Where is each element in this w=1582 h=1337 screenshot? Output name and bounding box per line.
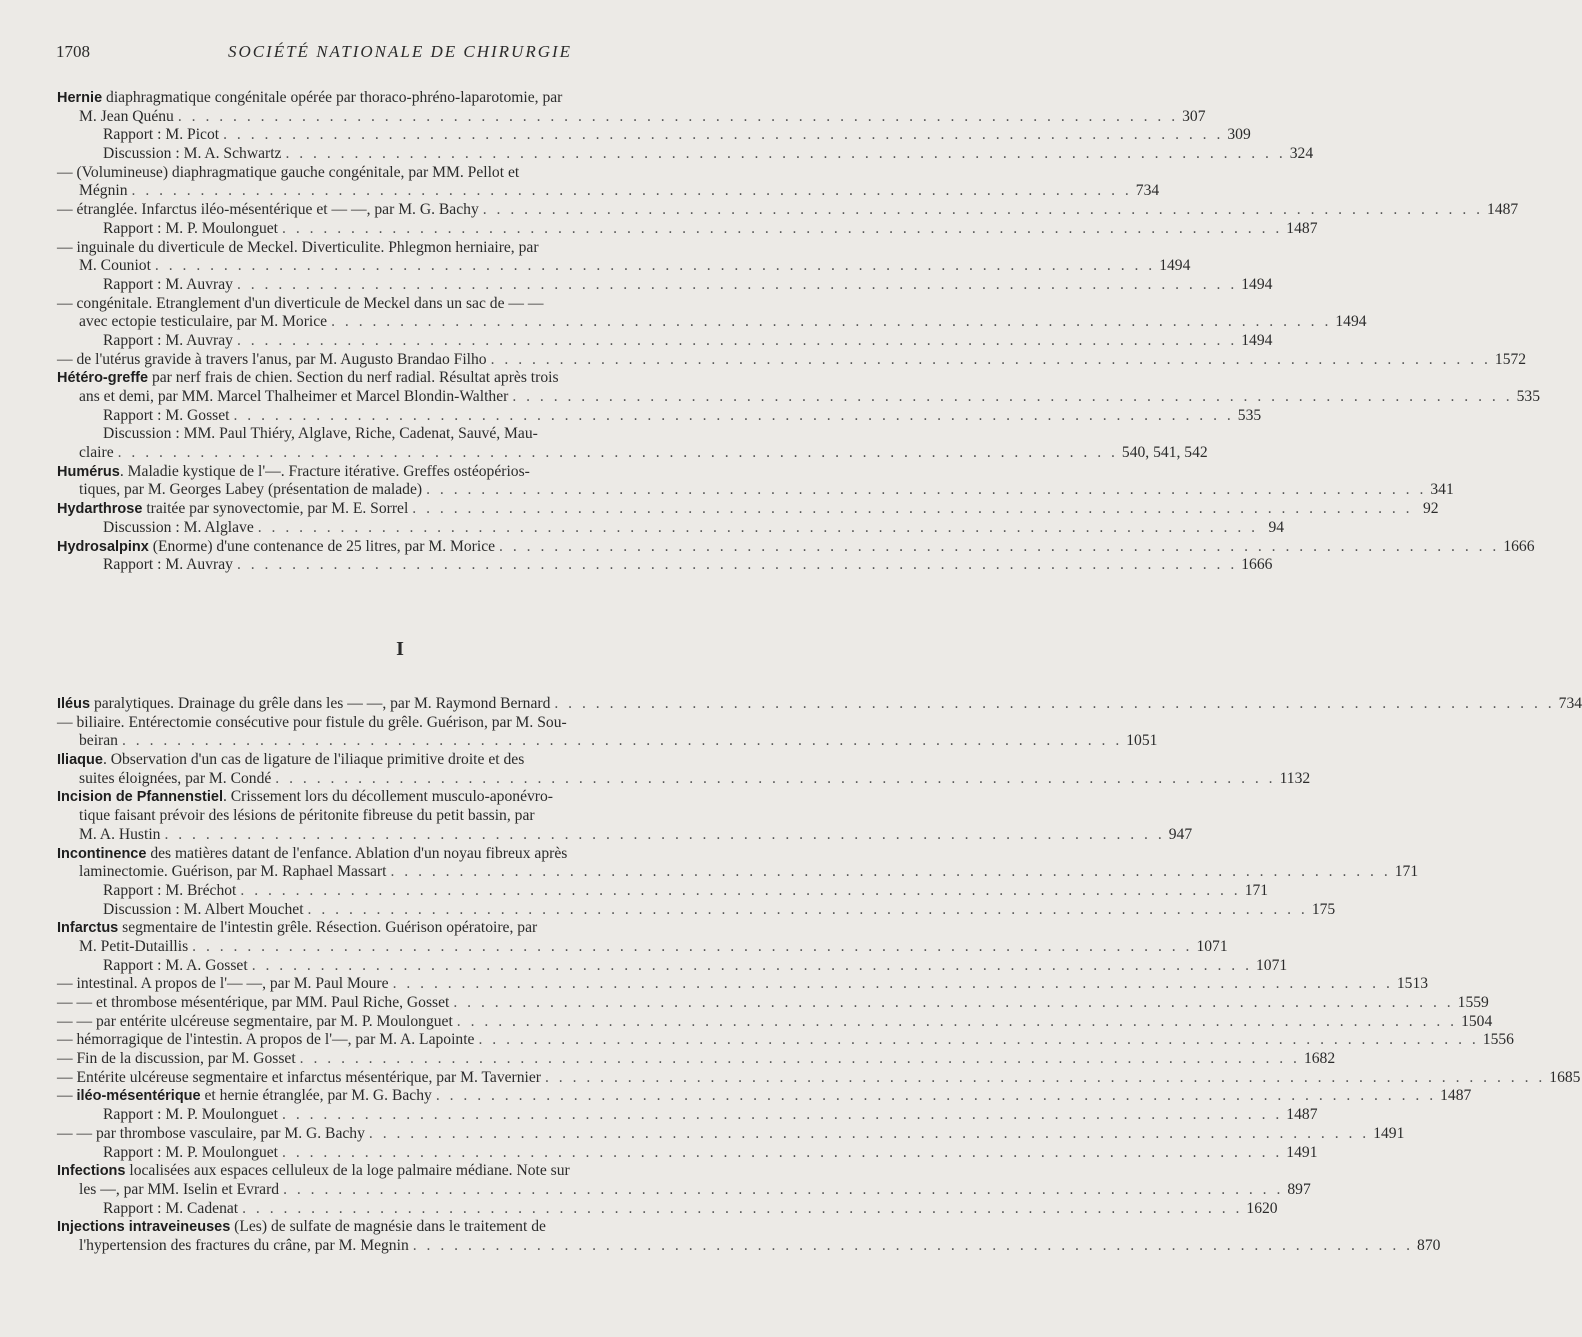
page-reference: 1685	[1549, 1068, 1581, 1086]
page-reference: 309	[1227, 126, 1251, 144]
index-line	[57, 695, 1582, 714]
page-reference: 1491	[1373, 1124, 1405, 1142]
index-line	[57, 275, 1273, 295]
index-section-i	[57, 695, 1582, 1256]
index-entry-text	[57, 1013, 453, 1032]
entry-text: par nerf frais de chien. Section du nerf radial. Résultat après trois	[148, 369, 559, 387]
leader-dots: . . . . . . . . . . . . . . . . . . . . . . . . . . . . . . . . . . . . . . . . . . . . . . . . . . . . . . . . . . . . . . . . . . . . . . . . .	[490, 350, 1491, 368]
index-entry-text	[79, 481, 422, 500]
index-line	[57, 881, 1269, 901]
index-line	[57, 388, 1540, 407]
page-reference: 897	[1287, 1180, 1311, 1198]
entry-text: — congénitale. Etranglement d'un diverticule de Meckel dans un sac de — —	[57, 294, 544, 312]
index-entry-text	[57, 164, 519, 183]
entry-text: Rapport : M. Auvray	[103, 275, 233, 293]
index-entry-text	[79, 388, 508, 407]
index-entry-text	[79, 257, 151, 276]
index-line	[57, 518, 1285, 538]
leader-dots: . . . . . . . . . . . . . . . . . . . . . . . . . . . . . . . . . . . . . . . . . . . . . . . . . . . . . . . . . . . . . . . . . . . . . . . . .	[283, 1180, 1284, 1198]
index-line	[57, 714, 706, 733]
page-reference: 1132	[1279, 769, 1311, 787]
page-reference: 1494	[1241, 331, 1273, 349]
page-reference: 1620	[1246, 1199, 1278, 1217]
index-line	[57, 350, 1527, 370]
entry-text: avec ectopie testiculaire, par M. Morice	[79, 313, 328, 331]
index-line	[57, 182, 1160, 201]
index-entry-text	[57, 89, 562, 108]
index-line	[57, 313, 1367, 332]
index-entry-text	[79, 826, 160, 845]
index-line	[57, 537, 1535, 557]
index-keyword: iléo-mésentérique	[76, 1088, 201, 1105]
page-reference: 870	[1417, 1236, 1441, 1254]
page-reference: 1487	[1286, 1106, 1318, 1124]
index-keyword: Iliaque	[57, 752, 103, 769]
index-entry-text	[103, 957, 248, 976]
entry-text: des matières datant de l'enfance. Ablation d'un noyau fibreux après	[146, 844, 568, 862]
entry-text: tique faisant prévoir des lésions de péritonite fibreuse du petit bassin, par	[79, 807, 535, 825]
leader-dots: . . . . . . . . . . . . . . . . . . . . . . . . . . . . . . . . . . . . . . . . . . . . . . . . . . . . . . . . . . . . . . . . . . . . . . . . .	[236, 331, 1238, 349]
index-line	[57, 751, 706, 770]
index-entry-text	[57, 919, 537, 938]
index-entry-text	[103, 276, 233, 295]
entry-text: suites éloignées, par M. Condé	[79, 769, 272, 787]
entry-text: et hernie étranglée, par M. G. Bachy	[200, 1087, 432, 1105]
leader-dots: . . . . . . . . . . . . . . . . . . . . . . . . . . . . . . . . . . . . . . . . . . . . . . . . . . . . . . . . . . . . . . . . . . . . . . . . .	[390, 863, 1391, 881]
entry-text: claire	[79, 444, 114, 462]
index-line	[57, 1143, 1318, 1163]
page-number: 1708	[56, 42, 90, 61]
index-line	[57, 937, 1228, 957]
index-entry-text	[57, 695, 550, 714]
index-entry-text	[57, 369, 559, 388]
index-line	[57, 1050, 1336, 1069]
entry-text: tiques, par M. Georges Labey (présentation de malade)	[79, 481, 423, 499]
entry-text: M. A. Hustin	[79, 825, 161, 843]
page-reference: 1071	[1255, 956, 1288, 974]
index-entry-text	[57, 538, 495, 557]
index-line	[57, 1124, 1405, 1144]
leader-dots: . . . . . . . . . . . . . . . . . . . . . . . . . . . . . . . . . . . . . . . . . . . . . . . . . . . . . . . . . . . . . . . . . . . . . . . . .	[154, 257, 1156, 275]
entry-text: — étranglée. Infarctus iléo-mésentérique et — —, par M. G. Bachy	[57, 201, 479, 219]
entry-text: . Maladie kystique de l'—. Fracture itérative. Greffes ostéopérios-	[119, 462, 530, 480]
index-entry-text	[103, 145, 281, 164]
index-line	[57, 825, 1193, 845]
leader-dots: . . . . . . . . . . . . . . . . . . . . . . . . . . . . . . . . . . . . . . . . . . . . . . . . . . . . . . . . . . . . . . . . . . . . . . . . .	[233, 406, 1234, 424]
entry-text: M. Couniot	[79, 257, 151, 275]
leader-dots: . . . . . . . . . . . . . . . . . . . . . . . . . . . . . . . . . . . . . . . . . . . . . . . . . . . . . . . . . . . . . . . . . . . . . . . . .	[223, 126, 1224, 144]
index-line	[57, 994, 1489, 1013]
entry-text: — inguinale du diverticule de Meckel. Diverticulite. Phlegmon herniaire, par	[57, 238, 539, 256]
page-reference: 1494	[1159, 257, 1191, 275]
index-keyword: Hétéro-greffe	[57, 370, 149, 387]
entry-text: paralytiques. Drainage du grêle dans les — —, par M. Raymond Bernard	[90, 695, 551, 712]
page-reference: 1494	[1335, 313, 1367, 331]
page-reference: 1666	[1503, 537, 1535, 555]
entry-text: . Observation d'un cas de ligature de l'iliaque primitive droite et des	[102, 751, 525, 769]
page-reference: 1513	[1396, 975, 1429, 993]
index-keyword: Incision de Pfannenstiel	[57, 789, 223, 806]
leader-dots: . . . . . . . . . . . . . . . . . . . . . . . . . . . . . . . . . . . . . . . . . . . . . . . . . . . . . . . . . . . . . . . . . . . . . . . . .	[177, 107, 1179, 125]
index-line	[57, 975, 1429, 994]
entry-text: M. Petit-Dutaillis	[79, 937, 189, 955]
index-line	[57, 1068, 1581, 1088]
index-line	[57, 219, 1318, 239]
page-reference: 1559	[1457, 994, 1489, 1011]
entry-text: Discussion : M. Alglave	[103, 518, 254, 536]
index-line	[57, 788, 706, 807]
index-line	[57, 1180, 1311, 1200]
index-line	[57, 500, 1439, 519]
index-line	[57, 481, 1454, 500]
index-keyword: Infarctus	[57, 920, 119, 937]
index-line	[57, 406, 1262, 426]
entry-text: — Fin de la discussion, par M. Gosset	[57, 1050, 296, 1068]
index-entry-text	[57, 1125, 365, 1144]
index-line	[57, 425, 706, 444]
page-reference: 171	[1244, 881, 1269, 899]
index-entry-text	[79, 770, 271, 789]
leader-dots: . . . . . . . . . . . . . . . . . . . . . . . . . . . . . . . . . . . . . . . . . . . . . . . . . . . . . . . . . . . . . . . . . . . . . . . . .	[544, 1068, 1546, 1086]
page-reference: 1504	[1461, 1012, 1493, 1030]
entry-text: (Les) de sulfate de magnésie dans le traitement de	[230, 1218, 546, 1236]
index-keyword: Humérus	[57, 463, 120, 480]
section-letter: I	[396, 638, 404, 660]
index-line	[57, 295, 706, 314]
entry-text: Rapport : M. Auvray	[103, 331, 233, 349]
index-line	[57, 463, 706, 482]
leader-dots: . . . . . . . . . . . . . . . . . . . . . . . . . . . . . . . . . . . . . . . . . . . . . . . . . . . . . . . . . . . . . . . . . . . . . . . . .	[482, 201, 1484, 219]
index-entry-text	[57, 500, 408, 519]
index-entry-text	[79, 444, 114, 463]
entry-text: l'hypertension des fractures du crâne, par M. Megnin	[79, 1236, 409, 1254]
entry-text: Rapport : M. P. Moulonguet	[103, 1143, 279, 1161]
page-reference: 1071	[1196, 937, 1228, 955]
leader-dots: . . . . . . . . . . . . . . . . . . . . . . . . . . . . . . . . . . . . . . . . . . . . . . . . . . . . . . . . . . . . . . . . . . . . . . . . .	[121, 732, 1123, 750]
index-entry-text	[79, 807, 535, 826]
page-reference: 171	[1394, 863, 1419, 881]
page-reference: 341	[1430, 481, 1454, 499]
entry-text: — — par thrombose vasculaire, par M. G. Bachy	[57, 1124, 365, 1142]
page-reference: 307	[1182, 107, 1206, 125]
index-entry-text	[79, 182, 128, 201]
index-line	[57, 1012, 1493, 1032]
page-reference: 1491	[1286, 1143, 1318, 1161]
entry-text: — — par entérite ulcéreuse segmentaire, par M. P. Moulonguet	[57, 1012, 453, 1030]
index-entry-text	[103, 882, 236, 901]
index-entry-text	[103, 1200, 238, 1219]
page-reference: 175	[1311, 900, 1336, 918]
index-line	[57, 1162, 706, 1181]
leader-dots: . . . . . . . . . . . . . . . . . . . . . . . . . . . . . . . . . . . . . . . . . . . . . . . . . . . . . . . . . . . . . . . . . . . . . . . . .	[251, 956, 1252, 974]
index-entry-text	[57, 1218, 546, 1237]
index-entry-text	[57, 295, 544, 314]
index-entry-text	[79, 732, 118, 751]
index-entry-text	[79, 938, 188, 957]
index-keyword: Incontinence	[57, 845, 147, 862]
entry-text: . Crissement lors du décollement musculo-aponévro-	[222, 788, 553, 806]
leader-dots: . . . . . . . . . . . . . . . . . . . . . . . . . . . . . . . . . . . . . . . . . . . . . . . . . . . . . . . . . . . . . . . . . . . . . . . . .	[131, 182, 1132, 200]
page-reference: 1572	[1494, 350, 1527, 368]
entry-text: (Enorme) d'une contenance de 25 litres, par M. Morice	[148, 537, 496, 555]
index-entry-text	[57, 1162, 570, 1181]
leader-dots: . . . . . . . . . . . . . . . . . . . . . . . . . . . . . . . . . . . . . . . . . . . . . . . . . . . . . . . . . . . . . . . . . . . . . . . . .	[453, 994, 1454, 1011]
entry-text: Rapport : M. P. Moulonguet	[103, 219, 279, 237]
entry-text: — (Volumineuse) diaphragmatique gauche congénitale, par MM. Pellot et	[57, 163, 520, 181]
index-entry-text	[57, 751, 524, 770]
index-entry-text	[79, 1181, 279, 1200]
entry-text: Discussion : M. A. Schwartz	[103, 145, 282, 163]
index-line	[57, 107, 1206, 127]
index-line	[57, 369, 706, 388]
page-reference: 947	[1168, 825, 1193, 843]
index-entry-text	[103, 1144, 278, 1163]
entry-text: traitée par synovectomie, par M. E. Sorrel	[142, 500, 409, 518]
entry-text: Discussion : M. Albert Mouchet	[103, 900, 304, 918]
entry-text: — Entérite ulcéreuse segmentaire et infarctus mésentérique, par M. Tavernier	[57, 1068, 541, 1086]
page-reference: 540, 541, 542	[1121, 444, 1208, 462]
page-reference: 94	[1268, 518, 1285, 536]
index-keyword: Infections	[57, 1163, 126, 1180]
index-line	[57, 1218, 706, 1237]
index-entry-text	[57, 351, 487, 370]
entry-text: localisées aux espaces celluleux de la loge palmaire médiane. Note sur	[125, 1162, 570, 1180]
page-reference: 1682	[1303, 1050, 1336, 1068]
index-entry-text	[57, 239, 539, 258]
leader-dots: . . . . . . . . . . . . . . . . . . . . . . . . . . . . . . . . . . . . . . . . . . . . . . . . . . . . . . . . . . . . . . . . . . . . . . . . .	[426, 481, 1427, 499]
page-reference: 1666	[1241, 556, 1273, 574]
index-line	[57, 900, 1336, 920]
index-line	[57, 769, 1311, 789]
entry-text: beiran	[79, 732, 118, 750]
entry-text: — de l'utérus gravide à travers l'anus, par M. Augusto Brandao Filho	[57, 350, 487, 368]
entry-text: Rapport : M. Bréchot	[103, 881, 237, 899]
entry-text: M. Jean Quénu	[79, 107, 174, 125]
entry-text: les —, par MM. Iselin et Evrard	[79, 1180, 280, 1198]
index-line	[57, 845, 706, 864]
leader-dots: . . . . . . . . . . . . . . . . . . . . . . . . . . . . . . . . . . . . . . . . . . . . . . . . . . . . . . . . . . . . . . . . . . . . . . . . .	[368, 1124, 1370, 1142]
index-line	[57, 1031, 1514, 1050]
leader-dots: . . . . . . . . . . . . . . . . . . . . . . . . . . . . . . . . . . . . . . . . . . . . . . . . . . . . . . . . . . . . . . . . . . . . . . . . .	[412, 500, 1413, 518]
index-entry-text	[57, 975, 389, 994]
page-reference: 734	[1135, 182, 1160, 200]
index-entry-text	[57, 1031, 474, 1050]
index-entry-text	[57, 463, 530, 482]
entry-text: Rapport : M. Gosset	[103, 406, 230, 424]
entry-prefix: —	[57, 1087, 77, 1105]
index-entry-text	[79, 108, 174, 127]
index-line	[57, 956, 1288, 976]
index-entry-text	[103, 220, 278, 239]
leader-dots: . . . . . . . . . . . . . . . . . . . . . . . . . . . . . . . . . . . . . . . . . . . . . . . . . . . . . . . . . . . . . . . . . . . . . . . . .	[392, 975, 1393, 993]
leader-dots: . . . . . . . . . . . . . . . . . . . . . . . . . . . . . . . . . . . . . . . . . . . . . . . . . . . . . . . . . . . . . . . . . . . . . . . . .	[435, 1087, 1437, 1105]
leader-dots: . . . . . . . . . . . . . . . . . . . . . . . . . . . . . . . . . . . . . . . . . . . . . . . . . . . . . . . . . . . . . . . . . . . . . . . . .	[299, 1050, 1300, 1068]
leader-dots: . . . . . . . . . . . . . . . . . . . . . . . . . . . . . . . . . . . . . . . . . . . . . . . . . . . . . . . . . . . . . . . . . . . . . . . . .	[257, 518, 1259, 536]
entry-text: — — et thrombose mésentérique, par MM. Paul Riche, Gosset	[57, 994, 450, 1011]
index-entry-text	[103, 556, 233, 575]
page-reference: 324	[1289, 145, 1314, 163]
entry-text: Rapport : M. P. Moulonguet	[103, 1106, 279, 1124]
index-entry-text	[57, 994, 449, 1013]
leader-dots: . . . . . . . . . . . . . . . . . . . . . . . . . . . . . . . . . . . . . . . . . . . . . . . . . . . . . . . . . . . . . . . . . . . . . . . . .	[192, 937, 1193, 955]
leader-dots: . . . . . . . . . . . . . . . . . . . . . . . . . . . . . . . . . . . . . . . . . . . . . . . . . . . . . . . . . . . . . . . . . . . . . . . . .	[117, 444, 1118, 462]
entry-text: Rapport : M. Cadenat	[103, 1199, 239, 1217]
entry-text: Rapport : M. Auvray	[103, 556, 233, 574]
index-line	[57, 126, 1251, 145]
entry-text: — hémorragique de l'intestin. A propos de l'—, par M. A. Lapointe	[57, 1031, 475, 1049]
index-entry-text	[57, 1050, 296, 1069]
page-reference: 535	[1516, 388, 1540, 405]
index-entry-text	[57, 714, 567, 733]
leader-dots: . . . . . . . . . . . . . . . . . . . . . . . . . . . . . . . . . . . . . . . . . . . . . . . . . . . . . . . . . . . . . . . . . . . . . . . . .	[236, 275, 1238, 293]
index-line	[57, 807, 706, 826]
leader-dots: . . . . . . . . . . . . . . . . . . . . . . . . . . . . . . . . . . . . . . . . . . . . . . . . . . . . . . . . . . . . . . . . . . . . . . . . .	[164, 825, 1165, 843]
leader-dots: . . . . . . . . . . . . . . . . . . . . . . . . . . . . . . . . . . . . . . . . . . . . . . . . . . . . . . . . . . . . . . . . . . . . . . . . .	[412, 1236, 1414, 1254]
index-entry-text	[57, 1069, 541, 1088]
index-line	[57, 201, 1519, 220]
index-entry-text	[103, 519, 254, 538]
page-reference: 734	[1558, 695, 1582, 712]
entry-text: — intestinal. A propos de l'— —, par M. Paul Moure	[57, 975, 389, 993]
leader-dots: . . . . . . . . . . . . . . . . . . . . . . . . . . . . . . . . . . . . . . . . . . . . . . . . . . . . . . . . . . . . . . . . . . . . . . . . .	[242, 1199, 1243, 1217]
index-entry-text	[57, 201, 479, 220]
leader-dots: . . . . . . . . . . . . . . . . . . . . . . . . . . . . . . . . . . . . . . . . . . . . . . . . . . . . . . . . . . . . . . . . . . . . . . . . .	[285, 145, 1286, 163]
leader-dots: . . . . . . . . . . . . . . . . . . . . . . . . . . . . . . . . . . . . . . . . . . . . . . . . . . . . . . . . . . . . . . . . . . . . . . . . .	[307, 900, 1308, 918]
index-line	[57, 164, 706, 183]
index-entry-text	[57, 845, 567, 864]
entry-text: Discussion : MM. Paul Thiéry, Alglave, Riche, Cadenat, Sauvé, Mau-	[103, 425, 538, 443]
entry-text: — biliaire. Entérectomie consécutive pour fistule du grêle. Guérison, par M. Sou-	[57, 713, 567, 731]
leader-dots: . . . . . . . . . . . . . . . . . . . . . . . . . . . . . . . . . . . . . . . . . . . . . . . . . . . . . . . . . . . . . . . . . . . . . . . . .	[236, 556, 1238, 574]
index-entry-text	[103, 1106, 278, 1125]
index-entry-text	[79, 313, 327, 332]
index-entry-text	[103, 425, 538, 444]
index-line	[57, 556, 1273, 575]
entry-text: Mégnin	[79, 182, 128, 200]
index-line	[57, 1236, 1441, 1256]
index-keyword: Iléus	[57, 696, 91, 712]
page-reference: 535	[1237, 406, 1262, 424]
index-keyword: Injections intraveineuses	[57, 1219, 231, 1236]
index-line	[57, 145, 1314, 164]
leader-dots: . . . . . . . . . . . . . . . . . . . . . . . . . . . . . . . . . . . . . . . . . . . . . . . . . . . . . . . . . . . . . . . . . . . . . . . . .	[331, 313, 1332, 331]
index-entry-text	[103, 901, 304, 920]
leader-dots: . . . . . . . . . . . . . . . . . . . . . . . . . . . . . . . . . . . . . . . . . . . . . . . . . . . . . . . . . . . . . . . . . . . . . . . . .	[275, 769, 1276, 787]
index-entry-text	[103, 332, 233, 351]
page-reference: 1487	[1487, 201, 1519, 219]
entry-text: ans et demi, par MM. Marcel Thalheimer et Marcel Blondin-Walther	[79, 388, 509, 405]
index-entry-text	[57, 788, 553, 807]
leader-dots: . . . . . . . . . . . . . . . . . . . . . . . . . . . . . . . . . . . . . . . . . . . . . . . . . . . . . . . . . . . . . . . . . . . . . . . . .	[282, 219, 1283, 237]
index-section-h	[57, 89, 1540, 575]
leader-dots: . . . . . . . . . . . . . . . . . . . . . . . . . . . . . . . . . . . . . . . . . . . . . . . . . . . . . . . . . . . . . . . . . . . . . . . . .	[282, 1143, 1283, 1161]
index-line	[57, 331, 1273, 351]
index-entry-text	[103, 126, 219, 145]
index-keyword: Hydrosalpinx	[57, 538, 149, 555]
entry-text: segmentaire de l'intestin grêle. Résection. Guérison opératoire, par	[118, 919, 538, 937]
page-header	[0, 42, 800, 64]
page-reference: 92	[1422, 500, 1439, 518]
page-reference: 1487	[1286, 219, 1318, 237]
index-line	[57, 919, 706, 938]
running-title: SOCIÉTÉ NATIONALE DE CHIRURGIE	[227, 42, 573, 61]
index-line	[57, 89, 706, 108]
page-reference: 1494	[1241, 275, 1273, 293]
index-line	[57, 863, 1419, 882]
index-entry-text	[79, 863, 386, 882]
entry-text: Rapport : M. Picot	[103, 126, 220, 144]
index-entry-text	[103, 407, 229, 426]
index-line	[57, 1087, 1472, 1106]
page-reference: 1051	[1126, 732, 1158, 750]
leader-dots: . . . . . . . . . . . . . . . . . . . . . . . . . . . . . . . . . . . . . . . . . . . . . . . . . . . . . . . . . . . . . . . . . . . . . . . . .	[512, 388, 1513, 405]
index-keyword: Hydarthrose	[57, 501, 143, 518]
entry-text: laminectomie. Guérison, par M. Raphael Massart	[79, 863, 387, 881]
index-entry-text	[79, 1237, 409, 1256]
leader-dots: . . . . . . . . . . . . . . . . . . . . . . . . . . . . . . . . . . . . . . . . . . . . . . . . . . . . . . . . . . . . . . . . . . . . . . . . .	[240, 881, 1241, 899]
index-line	[57, 257, 1191, 276]
leader-dots: . . . . . . . . . . . . . . . . . . . . . . . . . . . . . . . . . . . . . . . . . . . . . . . . . . . . . . . . . . . . . . . . . . . . . . . . .	[456, 1012, 1458, 1030]
entry-text: Rapport : M. A. Gosset	[103, 956, 248, 974]
leader-dots: . . . . . . . . . . . . . . . . . . . . . . . . . . . . . . . . . . . . . . . . . . . . . . . . . . . . . . . . . . . . . . . . . . . . . . . . .	[282, 1106, 1283, 1124]
index-line	[57, 1106, 1318, 1125]
index-line	[57, 239, 706, 258]
leader-dots: . . . . . . . . . . . . . . . . . . . . . . . . . . . . . . . . . . . . . . . . . . . . . . . . . . . . . . . . . . . . . . . . . . . . . . . . .	[478, 1031, 1479, 1049]
index-line	[57, 732, 1158, 751]
index-line	[57, 1199, 1278, 1219]
page-reference: 1556	[1482, 1031, 1514, 1049]
index-line	[57, 444, 1208, 463]
page-reference: 1487	[1440, 1087, 1472, 1105]
index-entry-text	[57, 1087, 432, 1106]
entry-text: diaphragmatique congénitale opérée par thoraco-phréno-laparotomie, par	[102, 89, 563, 106]
leader-dots: . . . . . . . . . . . . . . . . . . . . . . . . . . . . . . . . . . . . . . . . . . . . . . . . . . . . . . . . . . . . . . . . . . . . . . . . .	[554, 695, 1555, 712]
leader-dots: . . . . . . . . . . . . . . . . . . . . . . . . . . . . . . . . . . . . . . . . . . . . . . . . . . . . . . . . . . . . . . . . . . . . . . . . .	[499, 537, 1500, 555]
index-keyword: Hernie	[57, 90, 103, 106]
